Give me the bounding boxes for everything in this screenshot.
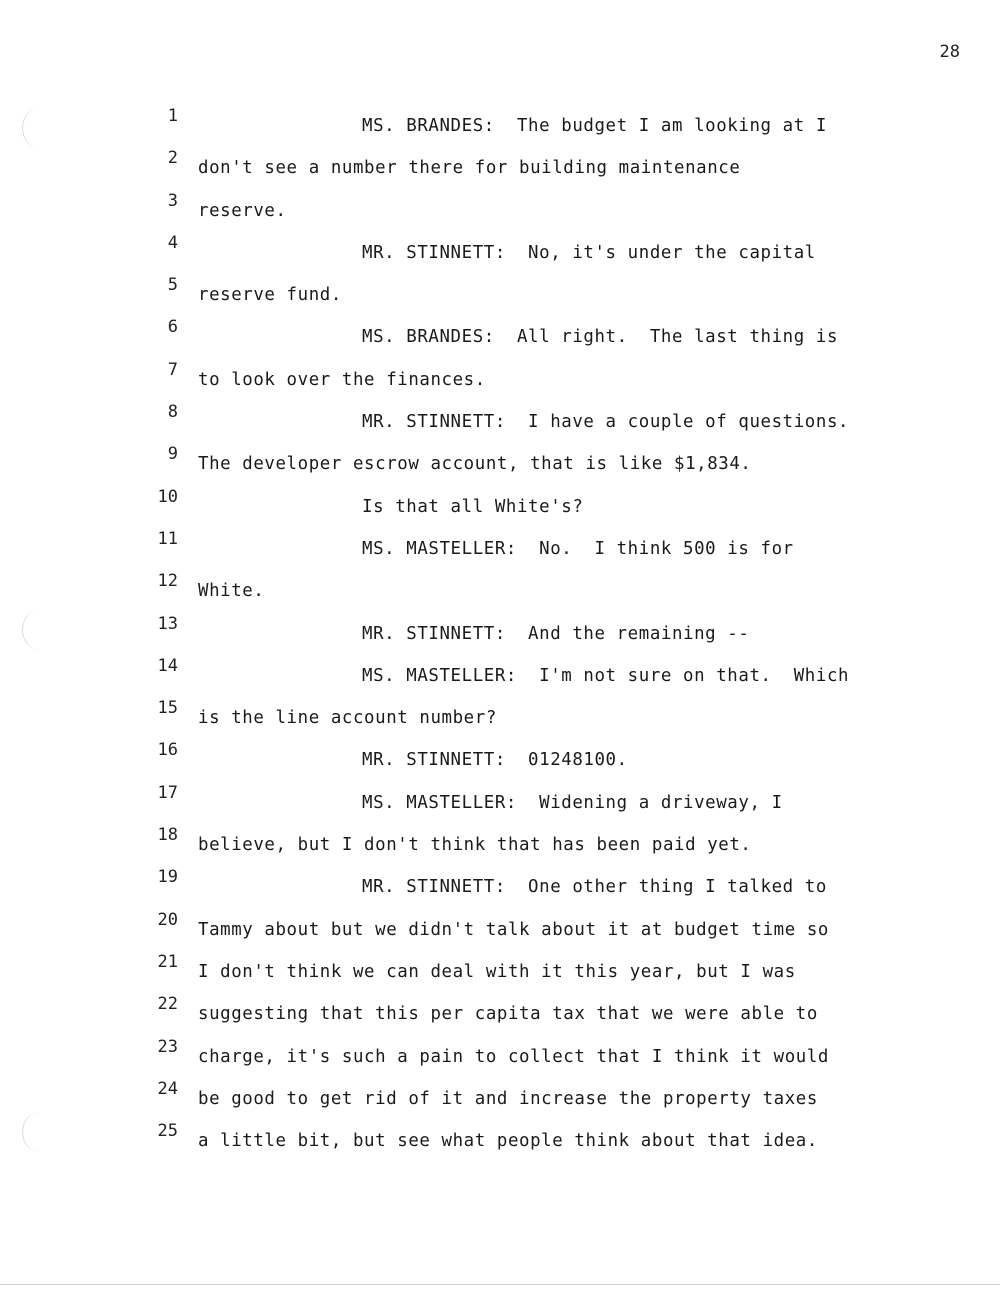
transcript-line — [0, 569, 1000, 611]
transcript-line — [0, 273, 1000, 315]
transcript-line — [0, 738, 1000, 780]
transcript-line — [0, 696, 1000, 738]
transcript-line — [0, 654, 1000, 696]
line-text: don't see a number there for building maintenance — [198, 158, 741, 179]
line-number: 1 — [167, 106, 178, 126]
transcript-line — [0, 1035, 1000, 1077]
transcript-line — [0, 908, 1000, 950]
transcript-line — [0, 146, 1000, 188]
line-number: 17 — [157, 782, 178, 803]
line-number: 3 — [167, 190, 178, 211]
line-number: 13 — [157, 613, 178, 634]
line-number: 11 — [157, 528, 178, 549]
line-number: 19 — [157, 867, 178, 888]
transcript-line — [0, 189, 1000, 231]
line-text: MS. MASTELLER: I'm not sure on that. Which — [362, 665, 850, 686]
line-text: Tammy about but we didn't talk about it at budget time so — [198, 919, 829, 940]
line-text: Is that all White's? — [362, 496, 584, 517]
transcript-line — [0, 1119, 1000, 1161]
line-text: MS. MASTELLER: No. I think 500 is for — [362, 538, 794, 559]
line-number: 23 — [157, 1036, 178, 1057]
transcript-line — [0, 781, 1000, 823]
line-number: 12 — [157, 571, 178, 592]
transcript-line — [0, 485, 1000, 527]
line-text: MS. BRANDES: The budget I am looking at I — [362, 116, 827, 136]
line-number: 16 — [157, 740, 178, 761]
line-number: 18 — [157, 825, 178, 846]
line-text: MR. STINNETT: One other thing I talked to — [362, 877, 827, 898]
line-number: 7 — [167, 359, 178, 380]
line-text: reserve. — [198, 200, 287, 221]
transcript-line — [0, 358, 1000, 400]
line-number: 9 — [167, 444, 178, 465]
transcript-line — [0, 442, 1000, 484]
line-number: 24 — [157, 1078, 178, 1099]
line-number: 20 — [157, 909, 178, 930]
line-text: is the line account number? — [198, 708, 497, 729]
line-text: believe, but I don't think that has been paid yet. — [198, 835, 752, 856]
transcript-line — [0, 612, 1000, 654]
line-text: MR. STINNETT: 01248100. — [362, 750, 628, 771]
line-text: be good to get rid of it and increase the property taxes — [198, 1088, 818, 1109]
line-number: 15 — [157, 698, 178, 719]
transcript-line — [0, 1077, 1000, 1119]
line-text: MR. STINNETT: No, it's under the capital — [362, 242, 816, 263]
line-text: MS. MASTELLER: Widening a driveway, I — [362, 792, 783, 813]
transcript-line — [0, 104, 1000, 146]
line-text: MS. BRANDES: All right. The last thing is — [362, 327, 839, 348]
line-text: suggesting that this per capita tax that we were able to — [198, 1004, 818, 1025]
line-number: 2 — [167, 148, 178, 169]
line-text: reserve fund. — [198, 285, 342, 306]
transcript-line — [0, 950, 1000, 992]
line-number: 8 — [167, 402, 178, 423]
line-text: The developer escrow account, that is like $1,834. — [198, 454, 752, 475]
page-number: 28 — [939, 42, 960, 62]
bottom-rule — [0, 1284, 1000, 1285]
transcript-line — [0, 527, 1000, 569]
transcript-line — [0, 992, 1000, 1034]
transcript-line — [0, 231, 1000, 273]
transcript-body — [0, 104, 1000, 1161]
line-number: 22 — [157, 994, 178, 1015]
line-number: 25 — [157, 1121, 178, 1142]
line-text: charge, it's such a pain to collect that I think it would — [198, 1046, 829, 1067]
transcript-line — [0, 823, 1000, 865]
line-number: 6 — [167, 317, 178, 338]
line-text: a little bit, but see what people think about that idea. — [198, 1131, 818, 1152]
line-number: 21 — [157, 951, 178, 972]
line-text: to look over the finances. — [198, 369, 486, 390]
line-number: 10 — [157, 486, 178, 507]
line-text: I don't think we can deal with it this year, but I was — [198, 961, 796, 982]
line-number: 4 — [167, 232, 178, 253]
transcript-line — [0, 315, 1000, 357]
line-text: MR. STINNETT: I have a couple of questions. — [362, 412, 850, 433]
transcript-line — [0, 865, 1000, 907]
line-text: MR. STINNETT: And the remaining -- — [362, 623, 750, 644]
line-text: White. — [198, 581, 265, 602]
line-number: 5 — [167, 275, 178, 296]
transcript-line — [0, 400, 1000, 442]
line-number: 14 — [157, 655, 178, 676]
